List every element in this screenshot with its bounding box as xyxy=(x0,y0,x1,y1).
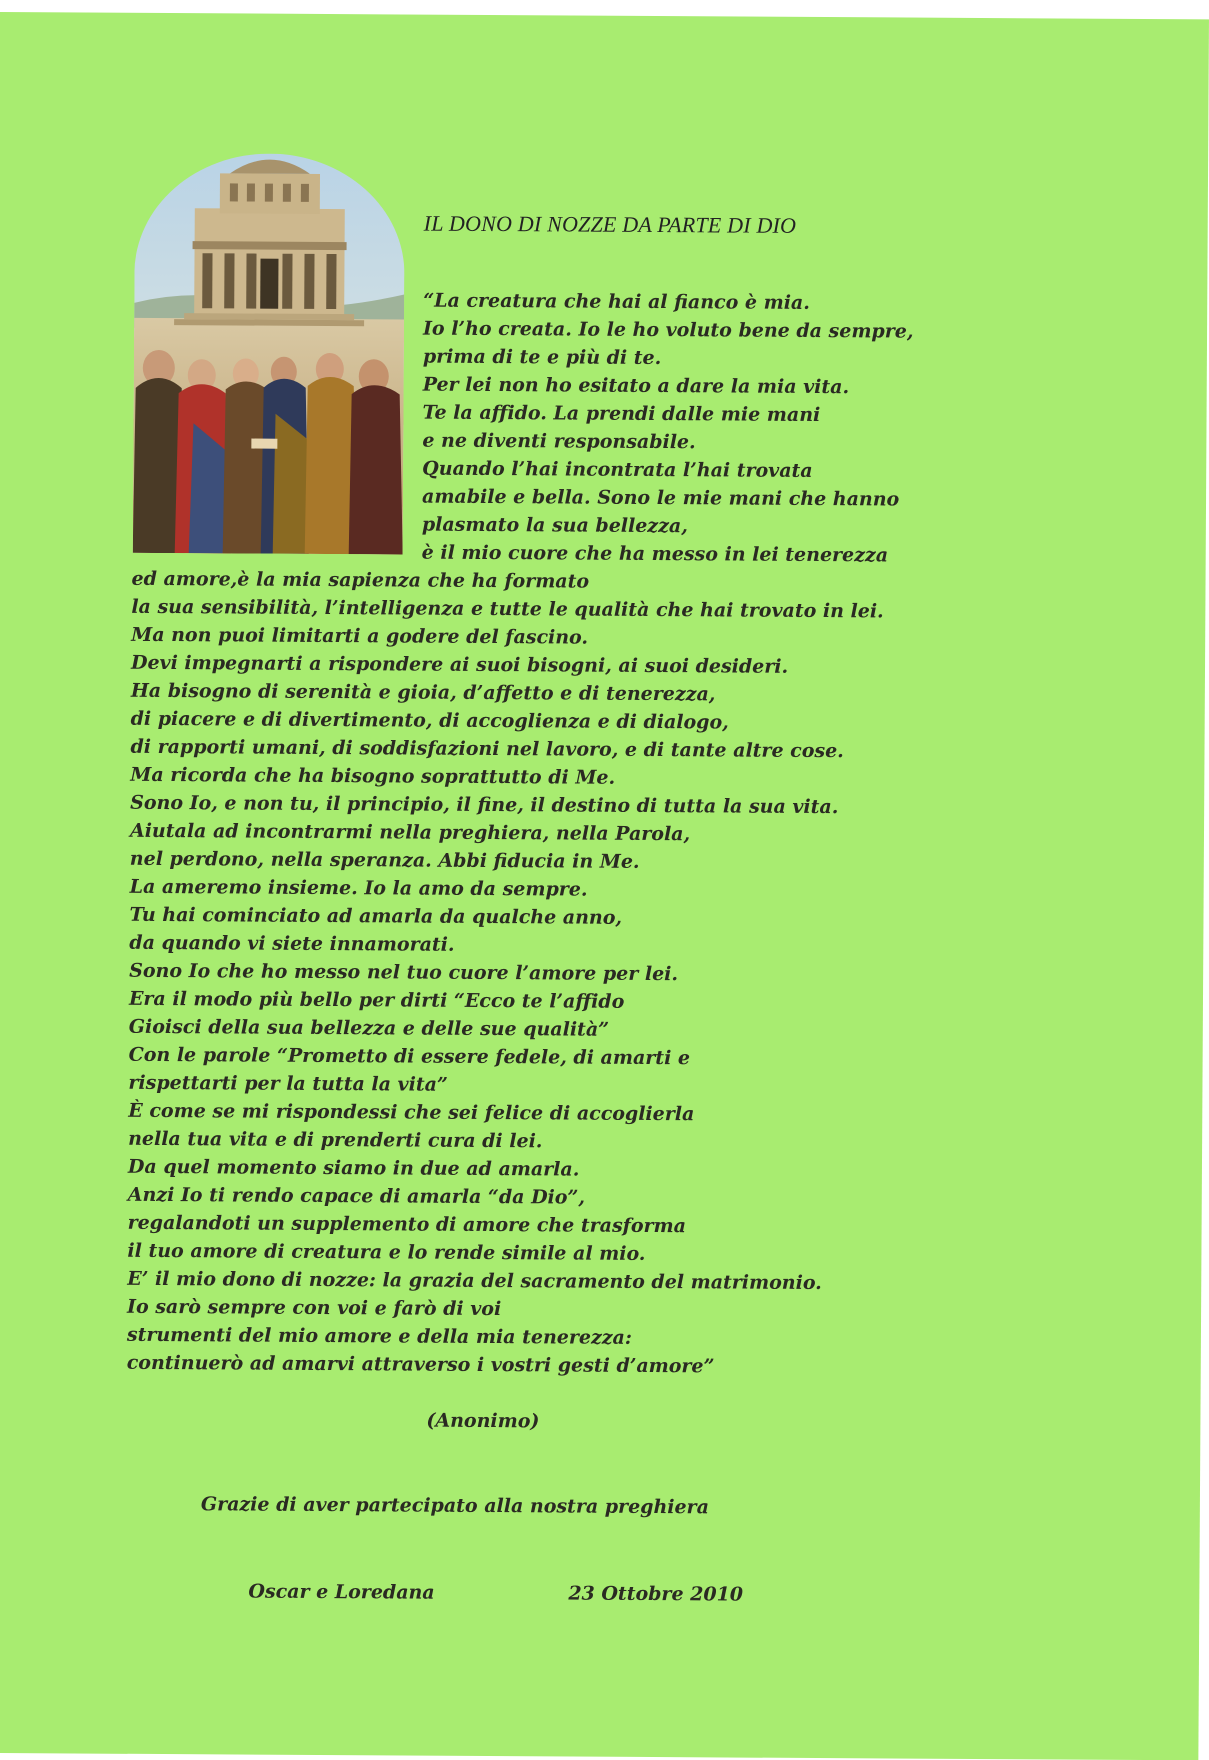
poem-line: Devi impegnarti a rispondere ai suoi bisogni, ai suoi desideri. xyxy=(130,651,789,678)
signature-date: 23 Ottobre 2010 xyxy=(568,1582,744,1606)
poem-line: Da quel momento siamo in due ad amarla. xyxy=(127,1155,580,1181)
poem-line: La ameremo insieme. Io la amo da sempre. xyxy=(129,875,588,901)
poem-line: Per lei non ho esitato a dare la mia vita. xyxy=(422,373,850,399)
poem-line: ed amore,è la mia sapienza che ha formato xyxy=(131,567,590,593)
document-sheet xyxy=(0,12,1209,1760)
poem-line: da quando vi siete innamorati. xyxy=(129,931,455,956)
poem-line: di piacere e di divertimento, di accoglienza e di dialogo, xyxy=(130,707,729,734)
poem-line: plasmato la sua bellezza, xyxy=(421,513,688,538)
poem-line: rispettarti per la tutta la vita” xyxy=(128,1071,448,1096)
signature-names: Oscar e Loredana xyxy=(248,1580,435,1604)
poem-line: È come se mi rispondessi che sei felice di accoglierla xyxy=(128,1099,695,1126)
page-title: IL DONO DI NOZZE DA PARTE DI DIO xyxy=(423,210,797,238)
author-attribution: (Anonimo) xyxy=(426,1409,540,1433)
poem-line: prima di te e più di te. xyxy=(422,345,662,370)
poem-line: Aiutala ad incontrarmi nella preghiera, nella Parola, xyxy=(129,819,691,846)
poem-line: E’ il mio dono di nozze: la grazia del sacramento del matrimonio. xyxy=(127,1267,822,1295)
poem-line: la sua sensibilità, l’intelligenza e tutte le qualità che hai trovato in lei. xyxy=(131,595,884,623)
poem-line: di rapporti umani, di soddisfazioni nel lavoro, e di tante altre cose. xyxy=(130,735,844,763)
poem-line: Io sarò sempre con voi e farò di voi xyxy=(127,1295,502,1321)
poem-line: è il mio cuore che ha messo in lei tenerezza xyxy=(421,541,889,567)
poem-line: Io l’ho creata. Io le ho voluto bene da sempre, xyxy=(423,317,914,343)
poem-line: regalandoti un supplemento di amore che trasforma xyxy=(127,1211,687,1238)
poem-line: Tu hai cominciato ad amarla da qualche anno, xyxy=(129,903,623,929)
poem-line: e ne diventi responsabile. xyxy=(422,429,696,454)
poem-line: Anzi Io ti rendo capace di amarla “da Dio”, xyxy=(127,1183,586,1209)
poem-line: continuerò ad amarvi attraverso i vostri gesti d’amore” xyxy=(126,1351,715,1378)
marriage-painting-image xyxy=(133,153,405,555)
poem-line: Ha bisogno di serenità e gioia, d’affetto e di tenerezza, xyxy=(130,679,716,706)
poem-line: Con le parole “Prometto di essere fedele, di amarti e xyxy=(128,1043,691,1070)
poem-line: nella tua vita e di prenderti cura di lei. xyxy=(128,1127,543,1153)
poem-line: nel perdono, nella speranza. Abbi fiducia in Me. xyxy=(129,847,640,873)
poem-line: Ma ricorda che ha bisogno soprattutto di Me. xyxy=(130,763,616,789)
poem-line: amabile e bella. Sono le mie mani che hanno xyxy=(421,485,900,511)
poem-line: Gioisci della sua bellezza e delle sue qualità” xyxy=(128,1015,610,1041)
poem-line: strumenti del mio amore e della mia tenerezza: xyxy=(126,1323,632,1349)
poem-line: Era il modo più bello per dirti “Ecco te l’affido xyxy=(128,987,625,1013)
poem-line: Sono Io, e non tu, il principio, il fine, il destino di tutta la sua vita. xyxy=(130,791,839,819)
poem-line: Quando l’hai incontrata l’hai trovata xyxy=(422,457,813,482)
poem-line: Te la affido. La prendi dalle mie mani xyxy=(422,401,821,427)
poem-line: Sono Io che ho messo nel tuo cuore l’amore per lei. xyxy=(129,959,679,986)
thanks-note: Grazie di aver partecipato alla nostra preghiera xyxy=(200,1493,709,1519)
poem-line: Ma non puoi limitarti a godere del fascino. xyxy=(131,623,589,649)
poem-line: “La creatura che hai al fianco è mia. xyxy=(423,289,810,314)
poem-line: il tuo amore di creatura e lo rende simile al mio. xyxy=(127,1239,646,1265)
